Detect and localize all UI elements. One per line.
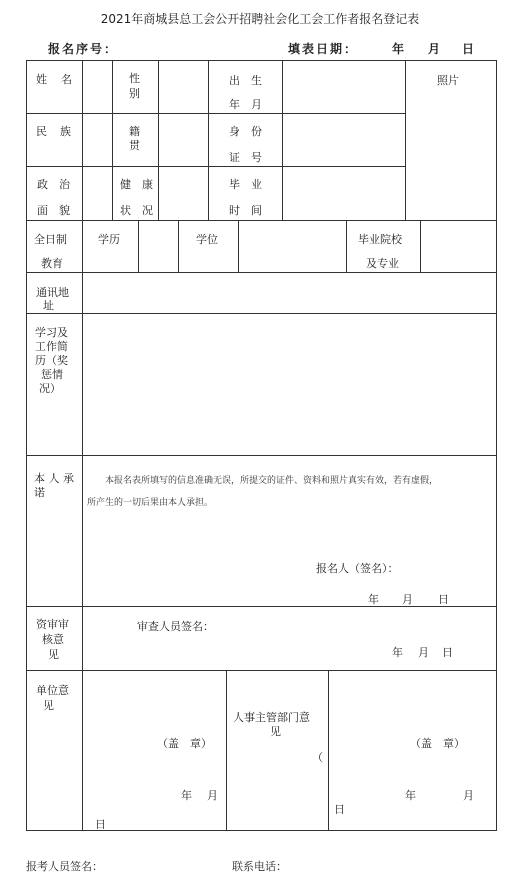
grad-time-label-2: 时 间 [229,204,262,217]
hr-opinion-label-1: 人事主管部门意 [233,711,310,724]
pledge-date-day: 日 [438,593,449,606]
unit-date-day: 日 [95,818,106,831]
review-label-3: 见 [48,648,59,661]
review-date-month: 月 [418,646,429,659]
unit-date-year: 年 [181,789,192,802]
name-label-1: 姓 [36,73,47,86]
name-label-2: 名 [61,73,72,86]
applicant-sign-label: 报名人（签名）： [316,562,399,575]
footer-phone: 联系电话： [232,860,287,873]
fulltime-label-1: 全日制 [34,233,67,246]
unit-opinion-label-2: 见 [43,699,54,712]
fill-date-month: 月 [428,42,443,56]
address-label-1: 通讯地 [36,286,69,299]
hr-date-day: 日 [334,803,345,816]
address-label-2: 址 [43,299,54,312]
origin-label-1: 籍 [129,125,140,138]
id-label-2: 证 号 [229,151,262,164]
form-title: 2021年商城县总工会公开招聘社会化工会工作者报名登记表 [100,12,420,26]
fill-date-label: 填表日期： [288,42,359,56]
fulltime-label-2: 教育 [41,257,63,270]
unit-date-month: 月 [207,789,218,802]
review-label-2: 核意 [42,633,64,646]
pledge-date-month: 月 [402,593,413,606]
gender-label-2: 别 [129,87,140,100]
fill-date-year: 年 [392,42,407,56]
ethnic-label-2: 族 [60,125,71,138]
birth-label-2: 年 月 [229,98,262,111]
resume-label-3: 历（奖 [35,354,68,367]
unit-opinion-label-1: 单位意 [36,684,69,697]
political-label-1: 政 治 [37,178,70,191]
edu-label: 学历 [98,233,120,246]
resume-label-5: 况） [39,382,61,395]
review-label-1: 资审审 [36,618,69,631]
health-label-2: 状 况 [120,204,153,217]
ethnic-label-1: 民 [36,125,47,138]
resume-label-1: 学习及 [35,326,68,339]
hr-seal-label: （盖 章） [410,737,465,750]
footer-applicant-sign: 报考人员签名： [26,860,103,873]
birth-label-1: 出 生 [229,74,262,87]
review-date-year: 年 [392,646,403,659]
hr-paren: （ [312,751,323,764]
review-date-day: 日 [442,646,453,659]
photo-label: 照片 [437,74,459,87]
hr-date-month: 月 [463,789,474,802]
school-label-1: 毕业院校 [358,233,402,246]
origin-label-2: 贯 [129,139,140,152]
pledge-label-2: 诺 [34,486,45,499]
health-label-1: 健 康 [120,178,153,191]
id-label-1: 身 份 [229,125,262,138]
fill-date-day: 日 [462,42,477,56]
pledge-text-1: 本报名表所填写的信息准确无误，所提交的证件、资料和照片真实有效，若有虚假， [105,476,439,486]
pledge-text-2: 所产生的一切后果由本人承担。 [87,498,214,508]
pledge-date-year: 年 [368,593,379,606]
resume-label-2: 工作简 [35,340,68,353]
school-label-2: 及专业 [366,257,399,270]
political-label-2: 面 貌 [37,204,70,217]
reviewer-sign-label: 审查人员签名： [137,620,214,633]
grad-time-label-1: 毕 业 [229,178,262,191]
reg-no-label: 报名序号： [48,42,119,56]
gender-label-1: 性 [129,72,140,85]
degree-label: 学位 [196,233,218,246]
resume-label-4: 惩情 [41,368,63,381]
unit-seal-label: （盖 章） [157,737,212,750]
hr-date-year: 年 [405,789,416,802]
hr-opinion-label-2: 见 [270,725,281,738]
pledge-label-1: 本 人 承 [34,472,74,485]
